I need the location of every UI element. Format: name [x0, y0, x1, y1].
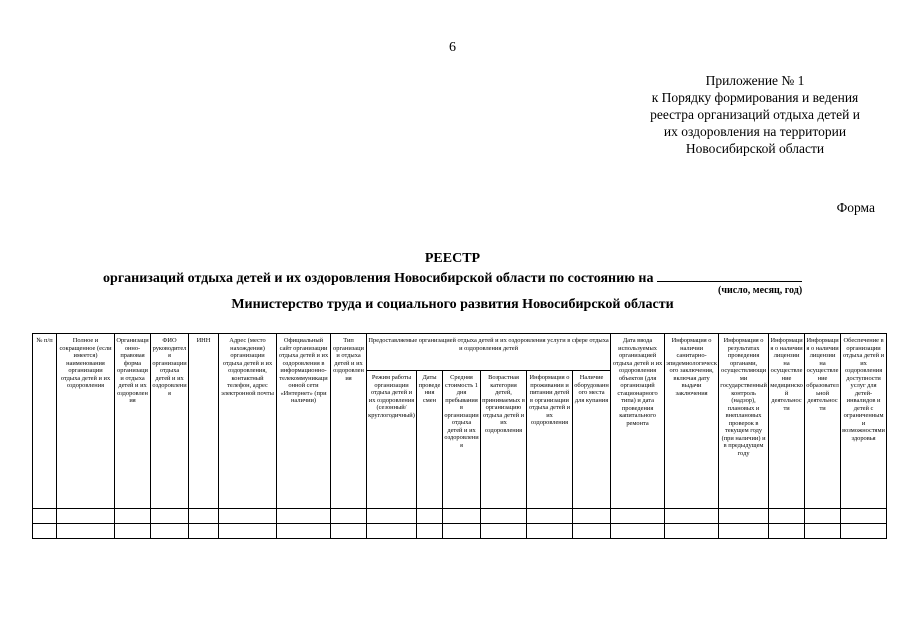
column-header: Адрес (место нахождения) организации отдыха детей и их оздоровления, контактный телефон, адрес электронной почты [219, 334, 277, 509]
table-cell[interactable] [331, 509, 367, 524]
table-cell[interactable] [33, 509, 57, 524]
appendix-note [625, 72, 885, 157]
registry-title: РЕЕСТР [424, 251, 481, 266]
appendix-line: реестра организаций отдыха детей и [650, 107, 860, 122]
table-cell[interactable] [805, 509, 841, 524]
table-cell[interactable] [277, 509, 331, 524]
table-cell[interactable] [805, 524, 841, 539]
table-cell[interactable] [611, 509, 665, 524]
table-cell[interactable] [151, 524, 189, 539]
appendix-line: их оздоровления на территории [663, 124, 847, 139]
table-cell[interactable] [719, 509, 769, 524]
table-cell[interactable] [769, 524, 805, 539]
table-cell[interactable] [841, 524, 887, 539]
table-cell[interactable] [665, 509, 719, 524]
table-cell[interactable] [769, 509, 805, 524]
table-cell[interactable] [57, 524, 115, 539]
table-cell[interactable] [367, 524, 417, 539]
subcolumn-header: Даты проведения смен [417, 371, 443, 509]
table-cell[interactable] [573, 509, 611, 524]
subcolumn-header: Средняя стоимость 1 дня пребывания в организации отдыха детей и их оздоровления [443, 371, 481, 509]
column-header: Тип организации отдыха детей и их оздоровления [331, 334, 367, 509]
table-cell[interactable] [331, 524, 367, 539]
subcolumn-header: Информация о проживании и питании детей в организации отдыха детей и их оздоровления [527, 371, 573, 509]
subcolumn-header: Режим работы организации отдыха детей и их оздоровления (сезонный/круглогодичный) [367, 371, 417, 509]
table-cell[interactable] [665, 524, 719, 539]
table-cell[interactable] [367, 509, 417, 524]
appendix-line: Приложение № 1 [705, 73, 805, 88]
table-cell[interactable] [443, 509, 481, 524]
date-blank-line[interactable] [657, 269, 802, 282]
subcolumn-header: Возрастная категория детей, принимаемых в организацию отдыха детей и их оздоровления [481, 371, 527, 509]
column-header: Информация о наличии лицензии на осуществление медицинской деятельности [769, 334, 805, 509]
table-row [33, 509, 887, 524]
table-cell[interactable] [115, 509, 151, 524]
table-cell[interactable] [189, 509, 219, 524]
table-cell[interactable] [219, 524, 277, 539]
column-header: № п/п [33, 334, 57, 509]
table-cell[interactable] [611, 524, 665, 539]
table-cell[interactable] [277, 524, 331, 539]
column-header: Информация о наличии санитарно-эпидемиологического заключения, включая дату выдачи заключения [665, 334, 719, 509]
table-cell[interactable] [189, 524, 219, 539]
column-header: Организационно-правовая форма организации отдыха детей и их оздоровления [115, 334, 151, 509]
table-row [33, 524, 887, 539]
column-header: ИНН [189, 334, 219, 509]
table-cell[interactable] [841, 509, 887, 524]
table-cell[interactable] [115, 524, 151, 539]
table-cell[interactable] [719, 524, 769, 539]
table-cell[interactable] [417, 524, 443, 539]
column-header: Дата ввода используемых организацией отдыха детей и их оздоровления объектов (для организаций стационарного типа) и дата проведения капитального ремонта [611, 334, 665, 509]
table-cell[interactable] [481, 509, 527, 524]
table-cell[interactable] [573, 524, 611, 539]
registry-subtitle-text: организаций отдыха детей и их оздоровления Новосибирской области по состоянию на [103, 271, 654, 286]
column-header: Информация о наличии лицензии на осуществление образовательной деятельности [805, 334, 841, 509]
table-cell[interactable] [151, 509, 189, 524]
table-cell[interactable] [443, 524, 481, 539]
column-header: Информация о результатах проведения органами, осуществляющими государственный контроль (надзор), плановых и внеплановых проверок в текущем году (при наличии) и в предыдущем году [719, 334, 769, 509]
date-hint: (число, месяц, год) [718, 285, 803, 296]
appendix-line: Новосибирской области [685, 141, 825, 156]
form-label: Форма [836, 200, 875, 215]
table-cell[interactable] [527, 509, 573, 524]
subcolumn-header: Наличие оборудованного места для купания [573, 371, 611, 509]
appendix-line: к Порядку формирования и ведения [651, 90, 859, 105]
column-header: ФИО руководителя организации отдыха детей и их оздоровления [151, 334, 189, 509]
registry-table [32, 333, 887, 539]
column-header: Официальный сайт организации отдыха детей и их оздоровления в информационно-телекоммуникационной сети «Интернет» (при наличии) [277, 334, 331, 509]
table-cell[interactable] [33, 524, 57, 539]
column-header: Обеспечение в организации отдыха детей и их оздоровления доступности услуг для детей-инвалидов и детей с ограниченными возможностями здоровья [841, 334, 887, 509]
table-cell[interactable] [527, 524, 573, 539]
ministry-name: Министерство труда и социального развития Новосибирской области [231, 297, 674, 312]
table-cell[interactable] [57, 509, 115, 524]
table-cell[interactable] [219, 509, 277, 524]
table-cell[interactable] [417, 509, 443, 524]
group-header-services: Предоставляемые организацией отдыха детей и их оздоровления услуги в сфере отдыха и оздоровления детей [367, 334, 611, 371]
page-number: 6 [449, 40, 456, 55]
column-header: Полное и сокращенное (если имеется) наименования организации отдыха детей и их оздоровления [57, 334, 115, 509]
table-cell[interactable] [481, 524, 527, 539]
